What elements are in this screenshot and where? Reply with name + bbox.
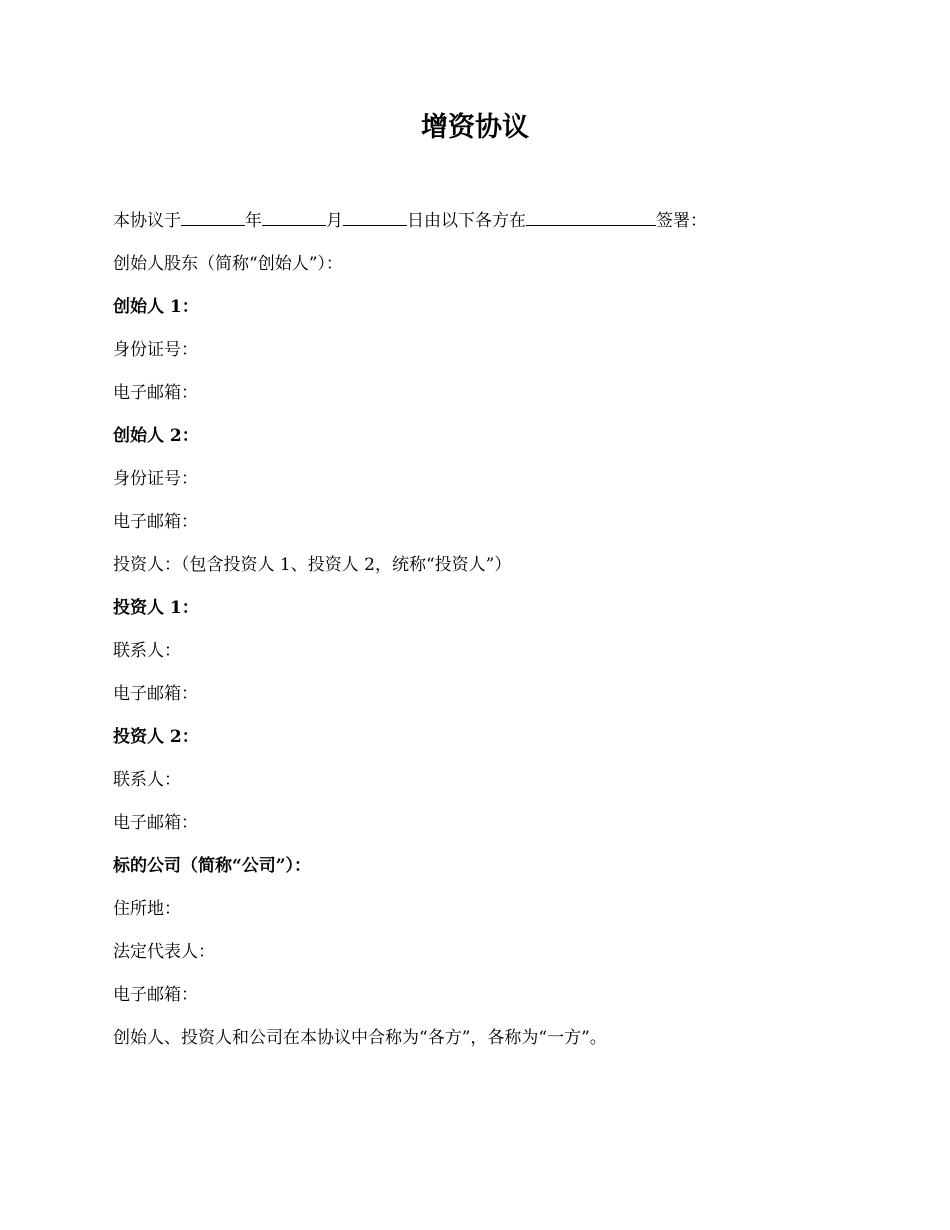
- day-label: 日由以下各方在: [407, 211, 526, 231]
- year-label: 年: [245, 211, 262, 231]
- month-label: 月: [326, 211, 343, 231]
- field-line: 电子邮箱：: [113, 383, 198, 403]
- section-heading: 投资人 1：: [113, 598, 199, 618]
- field-line: 法定代表人：: [113, 942, 215, 962]
- field-line: 身份证号：: [113, 469, 198, 489]
- field-line: 创始人、投资人和公司在本协议中合称为“各方”，各称为“一方”。: [113, 1028, 607, 1048]
- field-line: 电子邮箱：: [113, 512, 198, 532]
- day-blank: [343, 205, 407, 226]
- field-line: 电子邮箱：: [113, 985, 198, 1005]
- section-heading: 标的公司（简称“公司”）：: [113, 856, 312, 876]
- intro-suffix: 签署：: [656, 211, 707, 231]
- year-blank: [181, 205, 245, 226]
- field-line: 联系人：: [113, 641, 181, 661]
- section-heading: 投资人 2：: [113, 727, 199, 747]
- section-heading: 创始人 1：: [113, 297, 199, 317]
- month-blank: [262, 205, 326, 226]
- party-lines: [113, 248, 853, 1054]
- field-line: 创始人股东（简称“创始人”）：: [113, 254, 343, 274]
- signing-statement: [113, 205, 853, 237]
- field-line: 身份证号：: [113, 340, 198, 360]
- field-line: 投资人：（包含投资人 1、投资人 2，统称“投资人”）: [113, 555, 512, 575]
- intro-prefix: 本协议于: [113, 211, 181, 231]
- field-line: 联系人：: [113, 770, 181, 790]
- field-line: 住所地：: [113, 899, 181, 919]
- place-blank: [526, 205, 656, 226]
- document-title: 增资协议: [421, 112, 529, 143]
- field-line: 电子邮箱：: [113, 684, 198, 704]
- field-line: 电子邮箱：: [113, 813, 198, 833]
- section-heading: 创始人 2：: [113, 426, 199, 446]
- document-body: [113, 205, 853, 1065]
